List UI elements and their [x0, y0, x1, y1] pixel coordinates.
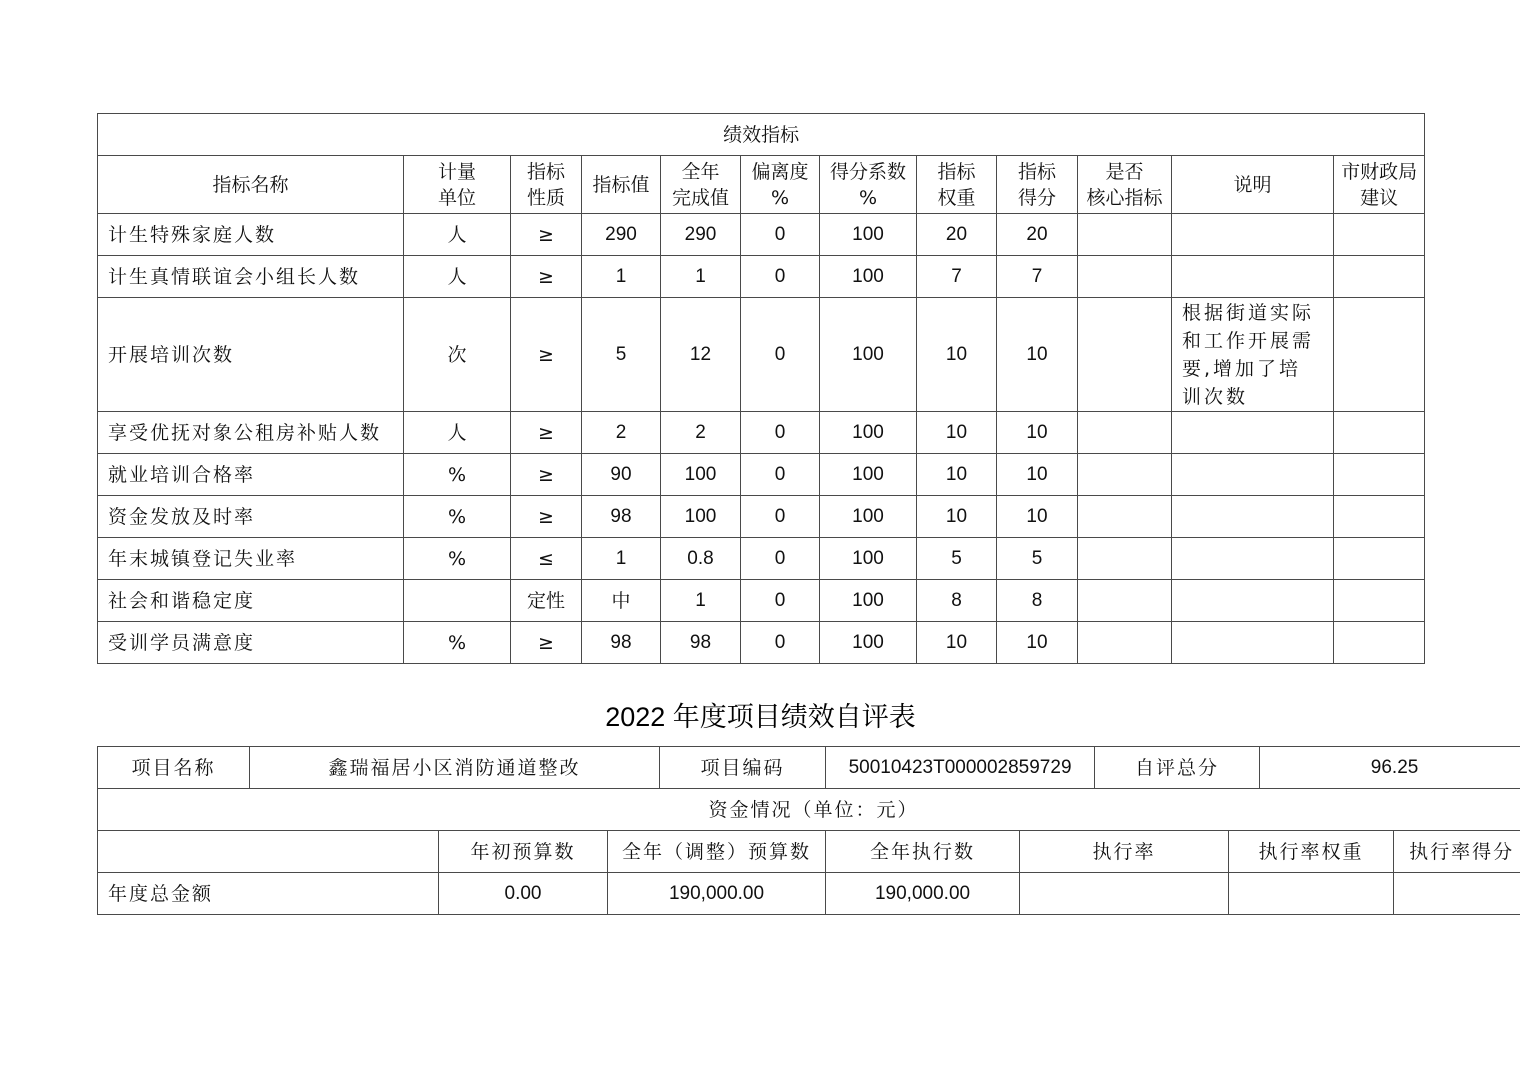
indicator-done: 0.8	[661, 538, 741, 580]
header-coefficient-line2: %	[858, 186, 878, 209]
indicator-done: 12	[661, 298, 741, 412]
indicator-nature: ≥	[511, 454, 582, 496]
header-note: 说明	[1172, 156, 1334, 214]
indicator-advice	[1334, 412, 1425, 454]
table-row	[98, 412, 1425, 454]
indicator-advice	[1334, 622, 1425, 664]
indicator-coefficient: 100	[820, 256, 917, 298]
indicator-score: 20	[997, 214, 1078, 256]
indicator-advice	[1334, 454, 1425, 496]
header-unit	[404, 156, 511, 214]
header-done-line2: 完成值	[671, 186, 729, 209]
indicator-value: 1	[582, 538, 661, 580]
indicator-score: 5	[997, 538, 1078, 580]
indicator-unit	[404, 580, 511, 622]
indicator-value: 1	[582, 256, 661, 298]
indicator-advice	[1334, 580, 1425, 622]
indicator-done: 100	[661, 496, 741, 538]
indicator-deviation: 0	[741, 454, 820, 496]
indicator-coefficient: 100	[820, 538, 917, 580]
indicator-advice	[1334, 496, 1425, 538]
indicator-name: 资金发放及时率	[98, 496, 404, 538]
indicator-note	[1172, 256, 1334, 298]
performance-indicators-table	[97, 113, 1425, 664]
header-coefficient	[820, 156, 917, 214]
header-score-line2: 得分	[1017, 186, 1056, 209]
indicator-unit: 人	[404, 412, 511, 454]
table-row	[98, 454, 1425, 496]
self-score-value: 96.25	[1260, 747, 1520, 789]
project-info-row	[98, 747, 1520, 789]
indicator-deviation: 0	[741, 256, 820, 298]
header-unit-line1: 计量	[437, 160, 476, 183]
indicator-unit: %	[404, 496, 511, 538]
table-row	[98, 214, 1425, 256]
table-row	[98, 622, 1425, 664]
header-name: 指标名称	[98, 156, 404, 214]
header-done-line1: 全年	[681, 160, 720, 183]
indicator-deviation: 0	[741, 214, 820, 256]
indicator-weight: 10	[917, 496, 997, 538]
indicator-nature: ≥	[511, 298, 582, 412]
indicator-value: 中	[582, 580, 661, 622]
project-name-label: 项目名称	[98, 747, 250, 789]
table-row	[98, 256, 1425, 298]
header-core-line2: 核心指标	[1086, 186, 1163, 209]
header-advice	[1334, 156, 1425, 214]
header-weight-line2: 权重	[937, 186, 976, 209]
indicator-done: 1	[661, 256, 741, 298]
indicator-done: 290	[661, 214, 741, 256]
indicator-name: 受训学员满意度	[98, 622, 404, 664]
header-core-line1: 是否	[1105, 160, 1144, 183]
indicator-value: 98	[582, 496, 661, 538]
indicator-coefficient: 100	[820, 622, 917, 664]
indicator-name: 享受优抚对象公租房补贴人数	[98, 412, 404, 454]
header-advice-line2: 建议	[1360, 186, 1399, 209]
indicator-deviation: 0	[741, 580, 820, 622]
indicator-name: 社会和谐稳定度	[98, 580, 404, 622]
indicator-nature: ≥	[511, 412, 582, 454]
indicator-value: 290	[582, 214, 661, 256]
section-title: 绩效指标	[98, 114, 1425, 156]
indicator-note: 根据街道实际和工作开展需要,增加了培训次数	[1172, 298, 1334, 412]
indicator-weight: 10	[917, 298, 997, 412]
indicator-unit: 次	[404, 298, 511, 412]
indicator-note	[1172, 412, 1334, 454]
indicator-core	[1078, 256, 1172, 298]
indicator-score: 10	[997, 454, 1078, 496]
indicator-coefficient: 100	[820, 412, 917, 454]
header-coefficient-line1: 得分系数	[829, 160, 906, 183]
header-value: 指标值	[582, 156, 661, 214]
header-weight-line1: 指标	[937, 160, 976, 183]
total-executed: 190,000.00	[826, 873, 1020, 915]
indicator-advice	[1334, 214, 1425, 256]
indicator-unit: %	[404, 622, 511, 664]
indicator-weight: 8	[917, 580, 997, 622]
indicator-nature: ≥	[511, 214, 582, 256]
indicator-deviation: 0	[741, 538, 820, 580]
indicator-core	[1078, 538, 1172, 580]
indicator-coefficient: 100	[820, 496, 917, 538]
indicator-unit: %	[404, 454, 511, 496]
indicator-name: 开展培训次数	[98, 298, 404, 412]
funds-title-row	[98, 789, 1520, 831]
indicator-done: 98	[661, 622, 741, 664]
table-row	[98, 580, 1425, 622]
indicator-weight: 10	[917, 454, 997, 496]
header-unit-line2: 单位	[437, 186, 476, 209]
header-weight	[917, 156, 997, 214]
indicator-score: 8	[997, 580, 1078, 622]
header-core	[1078, 156, 1172, 214]
indicator-core	[1078, 454, 1172, 496]
indicator-nature: ≥	[511, 622, 582, 664]
header-nature-line2: 性质	[526, 186, 565, 209]
table-row	[98, 496, 1425, 538]
indicator-nature: ≥	[511, 256, 582, 298]
indicator-core	[1078, 580, 1172, 622]
indicator-core	[1078, 298, 1172, 412]
indicator-note	[1172, 538, 1334, 580]
indicator-note	[1172, 622, 1334, 664]
indicator-coefficient: 100	[820, 298, 917, 412]
project-code-label: 项目编码	[660, 747, 826, 789]
total-rate-weight	[1229, 873, 1394, 915]
indicator-score: 10	[997, 496, 1078, 538]
indicator-done: 1	[661, 580, 741, 622]
header-score-line1: 指标	[1017, 160, 1056, 183]
indicator-value: 98	[582, 622, 661, 664]
indicator-weight: 10	[917, 622, 997, 664]
funds-header-blank	[98, 831, 439, 873]
header-initial-budget: 年初预算数	[439, 831, 608, 873]
indicator-done: 100	[661, 454, 741, 496]
project-name-value: 鑫瑞福居小区消防通道整改	[250, 747, 660, 789]
indicator-deviation: 0	[741, 622, 820, 664]
indicator-score: 10	[997, 622, 1078, 664]
indicator-unit: 人	[404, 214, 511, 256]
indicator-core	[1078, 214, 1172, 256]
indicator-nature: 定性	[511, 580, 582, 622]
indicator-name: 就业培训合格率	[98, 454, 404, 496]
total-initial-budget: 0.00	[439, 873, 608, 915]
header-execution-rate: 执行率	[1020, 831, 1229, 873]
header-nature-line1: 指标	[526, 160, 565, 183]
header-rate-score: 执行率得分	[1394, 831, 1520, 873]
table-row	[98, 538, 1425, 580]
indicator-core	[1078, 496, 1172, 538]
total-rate-score	[1394, 873, 1520, 915]
indicator-deviation: 0	[741, 298, 820, 412]
funds-header-row	[98, 831, 1520, 873]
indicator-weight: 20	[917, 214, 997, 256]
indicator-core	[1078, 412, 1172, 454]
indicator-name: 计生特殊家庭人数	[98, 214, 404, 256]
indicator-note	[1172, 214, 1334, 256]
indicator-score: 7	[997, 256, 1078, 298]
header-row	[98, 156, 1425, 214]
indicator-value: 90	[582, 454, 661, 496]
indicator-weight: 5	[917, 538, 997, 580]
indicator-coefficient: 100	[820, 580, 917, 622]
total-label: 年度总金额	[98, 873, 439, 915]
header-deviation-line2: %	[770, 186, 790, 209]
indicator-note	[1172, 454, 1334, 496]
table-row	[98, 298, 1425, 412]
indicator-score: 10	[997, 412, 1078, 454]
indicator-value: 5	[582, 298, 661, 412]
indicator-note	[1172, 496, 1334, 538]
indicator-coefficient: 100	[820, 454, 917, 496]
indicator-unit: 人	[404, 256, 511, 298]
project-code-value: 50010423T000002859729	[826, 747, 1095, 789]
indicator-core	[1078, 622, 1172, 664]
header-deviation-line1: 偏离度	[751, 160, 809, 183]
indicator-name: 计生真情联谊会小组长人数	[98, 256, 404, 298]
indicator-weight: 10	[917, 412, 997, 454]
indicator-note	[1172, 580, 1334, 622]
indicator-done: 2	[661, 412, 741, 454]
header-executed: 全年执行数	[826, 831, 1020, 873]
total-execution-rate	[1020, 873, 1229, 915]
indicator-advice	[1334, 256, 1425, 298]
funds-total-row	[98, 873, 1520, 915]
header-advice-line1: 市财政局	[1341, 160, 1418, 183]
funds-title: 资金情况（单位：元）	[98, 789, 1520, 831]
indicator-value: 2	[582, 412, 661, 454]
indicator-advice	[1334, 298, 1425, 412]
form-title: 2022 年度项目绩效自评表	[605, 702, 916, 732]
indicator-weight: 7	[917, 256, 997, 298]
header-score	[997, 156, 1078, 214]
indicator-deviation: 0	[741, 412, 820, 454]
indicator-unit: %	[404, 538, 511, 580]
indicator-score: 10	[997, 298, 1078, 412]
indicator-deviation: 0	[741, 496, 820, 538]
header-deviation	[741, 156, 820, 214]
self-score-label: 自评总分	[1095, 747, 1260, 789]
header-rate-weight: 执行率权重	[1229, 831, 1394, 873]
indicator-coefficient: 100	[820, 214, 917, 256]
header-nature	[511, 156, 582, 214]
header-done	[661, 156, 741, 214]
self-evaluation-table	[97, 746, 1520, 915]
indicator-nature: ≥	[511, 496, 582, 538]
indicator-nature: ≤	[511, 538, 582, 580]
indicator-name: 年末城镇登记失业率	[98, 538, 404, 580]
header-adjusted-budget: 全年（调整）预算数	[608, 831, 826, 873]
total-adjusted-budget: 190,000.00	[608, 873, 826, 915]
indicator-advice	[1334, 538, 1425, 580]
